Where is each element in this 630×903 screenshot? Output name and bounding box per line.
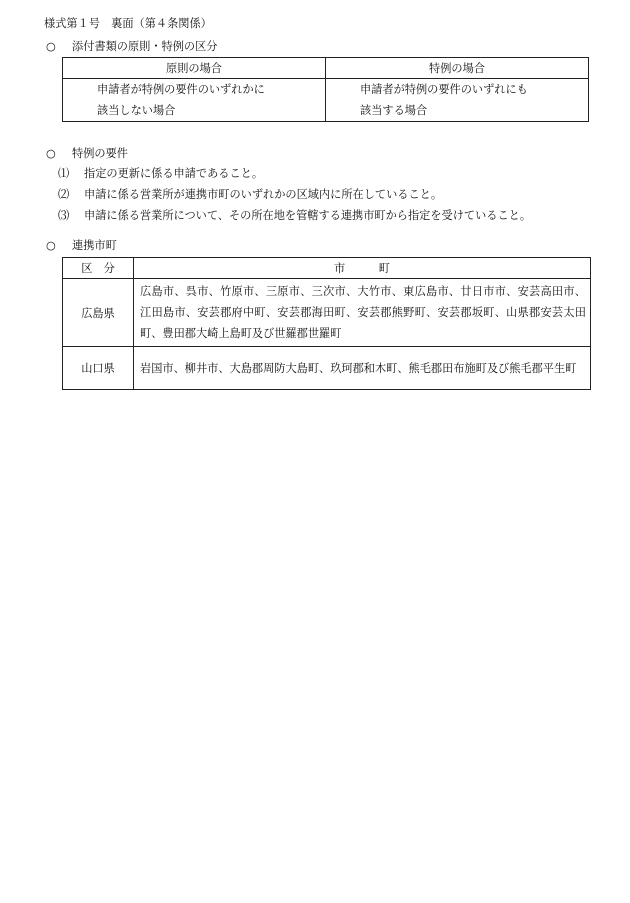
attachment-table	[62, 57, 589, 122]
cell-principle: 申請者が特例の要件のいずれかに 該当しない場合	[63, 79, 326, 122]
bullet-icon: ○	[46, 40, 56, 53]
column-header-exception: 特例の場合	[326, 58, 589, 79]
table-row	[63, 279, 591, 347]
partner-municipalities-table	[62, 257, 591, 390]
bullet-icon: ○	[46, 239, 56, 252]
cell-exception: 申請者が特例の要件のいずれにも 該当する場合	[326, 79, 589, 122]
section2-heading: ○ 特例の要件	[46, 147, 128, 160]
requirement-item: ⑶ 申請に係る営業所について、その所在地を管轄する連携市町から指定を受けていること。	[58, 209, 532, 222]
municipalities-hiroshima: 広島市、呉市、竹原市、三原市、三次市、大竹市、東広島市、廿日市市、安芸高田市、江田島市、安芸郡府中町、安芸郡海田町、安芸郡熊野町、安芸郡坂町、山県郡安芸太田町、豊田郡大崎上島町及び世羅郡世羅町	[134, 279, 591, 347]
column-header-municipalities: 市 町	[134, 258, 591, 279]
column-header-category: 区 分	[63, 258, 134, 279]
section1-heading: ○ 添付書類の原則・特例の区分	[46, 40, 218, 53]
prefecture-yamaguchi: 山口県	[63, 347, 134, 390]
section3-heading: ○ 連携市町	[46, 239, 117, 252]
requirement-item: ⑴ 指定の更新に係る申請であること。	[58, 167, 264, 180]
requirement-item: ⑵ 申請に係る営業所が連携市町のいずれかの区域内に所在していること。	[58, 188, 443, 201]
municipalities-yamaguchi: 岩国市、柳井市、大島郡周防大島町、玖珂郡和木町、熊毛郡田布施町及び熊毛郡平生町	[134, 347, 591, 390]
bullet-icon: ○	[46, 147, 56, 160]
table-row	[63, 347, 591, 390]
form-label: 様式第１号 裏面（第４条関係）	[44, 17, 212, 30]
prefecture-hiroshima: 広島県	[63, 279, 134, 347]
column-header-principle: 原則の場合	[63, 58, 326, 79]
